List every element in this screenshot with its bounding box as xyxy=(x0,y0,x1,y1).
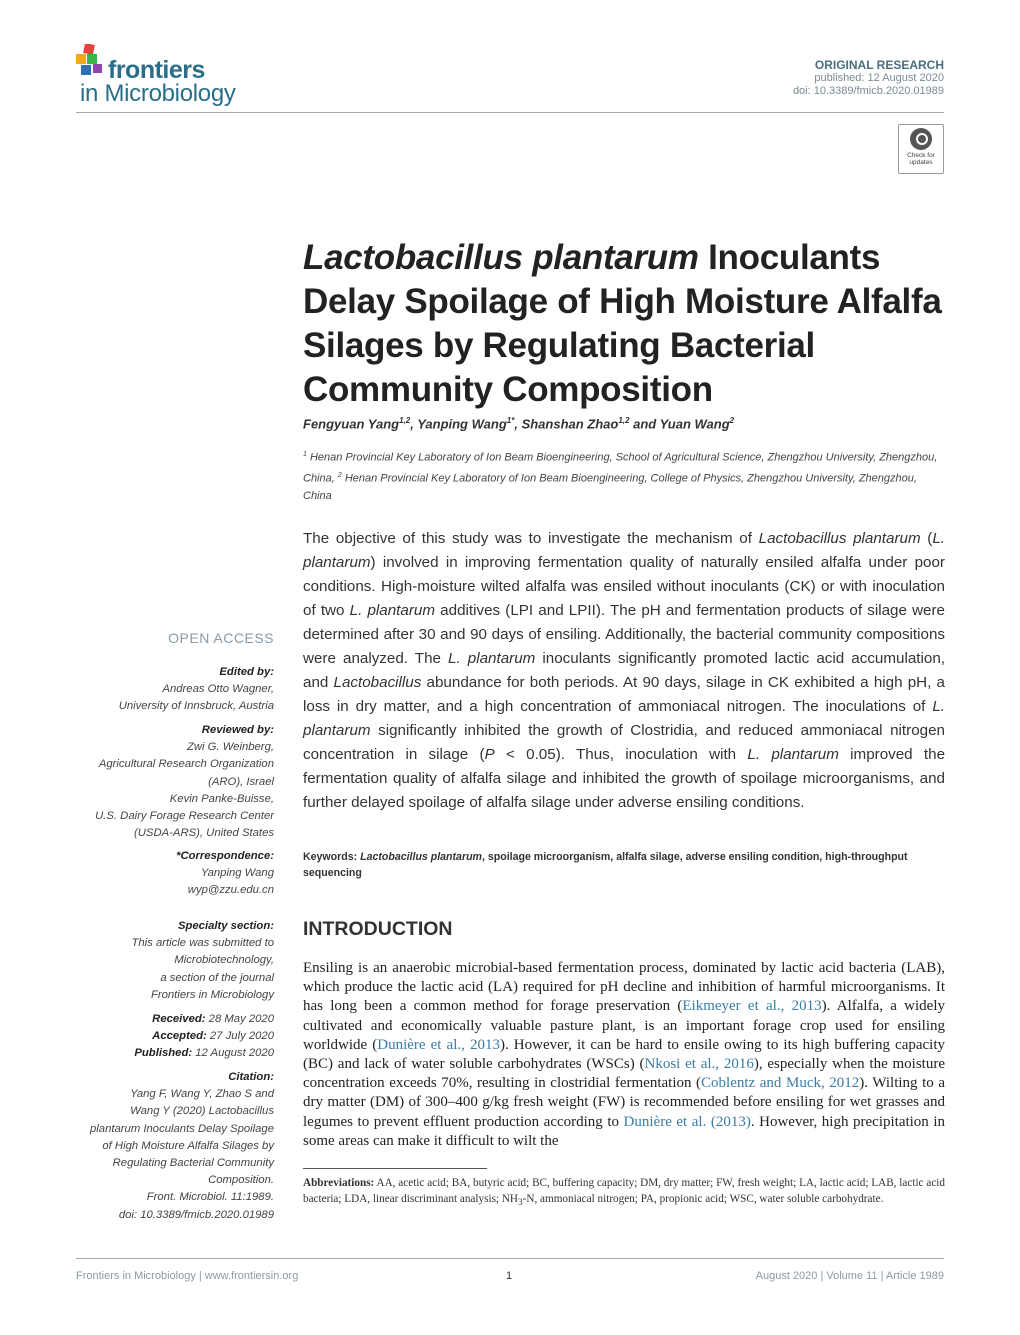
page-number: 1 xyxy=(506,1270,513,1282)
correspondence-label: *Correspondence: xyxy=(176,850,274,862)
specialty-label: Specialty section: xyxy=(177,920,274,932)
check-for-updates-badge[interactable] xyxy=(898,124,944,174)
reviewer-name[interactable]: Zwi G. Weinberg, xyxy=(186,741,274,754)
body-text: . However, high precipitation in some areas can make it difficult to wilt the xyxy=(303,1113,946,1149)
edited-by-block xyxy=(64,664,274,716)
reviewed-by-label: Reviewed by: xyxy=(201,724,274,736)
check-for-updates-icon xyxy=(910,128,932,150)
abstract-italic: Lactobacillus plantarum xyxy=(758,530,921,547)
article-doi[interactable]: doi: 10.3389/fmicb.2020.01989 xyxy=(792,85,944,97)
abstract-italic: P xyxy=(484,746,495,763)
badge-line2: updates xyxy=(909,159,933,166)
author-name[interactable]: Shanshan Zhao xyxy=(521,416,619,432)
accepted-date: 27 July 2020 xyxy=(206,1030,274,1043)
abstract-italic: Lactobacillus xyxy=(333,674,422,691)
citation-block xyxy=(64,1069,274,1224)
specialty-line: Frontiers in Microbiology xyxy=(150,988,274,1001)
author-affil: 1,2 xyxy=(399,416,411,425)
citation-doi[interactable]: doi: 10.3389/fmicb.2020.01989 xyxy=(118,1208,274,1221)
abbreviations-footnote xyxy=(303,1176,945,1211)
abstract-italic: L. plantarum xyxy=(747,746,839,763)
published-date-side: 12 August 2020 xyxy=(192,1047,274,1060)
footer-journal[interactable]: Frontiers in Microbiology | www.frontiersin.org xyxy=(76,1270,299,1282)
introduction-text xyxy=(303,959,945,1151)
author-sep: , xyxy=(410,416,418,432)
correspondence-email[interactable]: wyp@zzu.edu.cn xyxy=(187,884,274,897)
article-title xyxy=(303,236,943,412)
journal-brand: frontiers xyxy=(108,56,205,84)
frontiers-logo-icon xyxy=(76,44,106,80)
abstract-text: < 0.05). Thus, inoculation with xyxy=(494,746,748,763)
citation-link[interactable]: Coblentz and Muck, 2012 xyxy=(701,1075,860,1092)
body-text: ). Wilting to a dry matter (DM) of 300–400 g/kg fresh weight (FW) is recommended before ensiling for wet grasses and legumes to prevent effluent production according to xyxy=(303,1075,946,1130)
citation-line: Wang Y (2020) Lactobacillus xyxy=(130,1105,274,1118)
abstract-italic: L. plantarum xyxy=(303,698,945,739)
abstract-text: abundance for both periods. At 90 days, silage in CK exhibited a high pH, a loss in dry matter, and a high concentration of ammoniacal nitrogen. The inoculations of xyxy=(303,674,945,715)
author-name[interactable]: Yanping Wang xyxy=(417,416,507,432)
citation-link[interactable]: Eikmeyer et al., 2013 xyxy=(682,998,822,1015)
citation-line: Yang F, Wang Y, Zhao S and xyxy=(130,1088,274,1101)
author-name[interactable]: Yuan Wang xyxy=(659,416,730,432)
abstract-text: ) involved in improving fermentation quality of naturally ensiled alfalfa under poor conditions. High-moisture wilted alfalfa was ensiled without inoculants (CK) or with inoculation of two xyxy=(303,554,945,619)
reviewed-by-block xyxy=(64,722,274,842)
reviewer-affiliation: Agricultural Research Organization xyxy=(98,758,274,771)
abstract-italic: L. plantarum xyxy=(448,650,536,667)
author-affil: 1,2 xyxy=(618,416,630,425)
citation-line: Composition. xyxy=(208,1174,274,1187)
title-species: Lactobacillus plantarum xyxy=(303,238,699,277)
section-heading-introduction: INTRODUCTION xyxy=(303,918,453,940)
correspondence-block xyxy=(64,848,274,900)
badge-line1: Check for xyxy=(907,152,935,159)
article-header-info xyxy=(793,59,944,98)
author-list xyxy=(303,416,734,431)
author-affil: 2 xyxy=(729,416,735,425)
specialty-line: This article was submitted to xyxy=(131,937,274,950)
body-text: ). However, it can be hard to ensile owing to its high buffering capacity (BC) and lack of water soluble carbohydrates (WSCs) ( xyxy=(303,1036,946,1073)
abstract xyxy=(303,527,945,815)
keywords-list[interactable]: , spoilage microorganism, alfalfa silage, adverse ensiling condition, high-throughput sequencing xyxy=(303,851,908,879)
open-access-label: OPEN ACCESS xyxy=(168,630,274,646)
editor-affiliation: University of Innsbruck, Austria xyxy=(118,700,274,713)
affiliations xyxy=(303,446,943,505)
body-text: ), especially when the moisture concentration exceeds 70%, resulting in clostridial fermentation ( xyxy=(303,1056,945,1092)
citation-line: plantarum Inoculants Delay Spoilage xyxy=(90,1122,274,1135)
body-text: Ensiling is an anaerobic microbial-based fermentation process, dominated by lactic acid bacteria (LAB), which produce the lactic acid (LA) required for pH decline and inhibition of harmful microorganisms. It has long been a common method for forage preservation ( xyxy=(303,960,945,1015)
footnote-text: AA, acetic acid; BA, butyric acid; BC, buffering capacity; DM, dry matter; FW, fresh weight; LA, lactic acid; LAB, lactic acid bacteria; LDA, linear discriminant analysis; NH xyxy=(303,1177,945,1205)
footer-volume: August 2020 | Volume 11 | Article 1989 xyxy=(755,1270,944,1282)
received-label: Received: xyxy=(152,1013,206,1025)
footnote-subscript: 3 xyxy=(517,1197,523,1208)
abstract-text: ( xyxy=(920,530,933,547)
citation-line: of High Moisture Alfalfa Silages by xyxy=(102,1139,274,1152)
affil-num: 1 xyxy=(303,451,307,458)
dates-block xyxy=(64,1011,274,1063)
edited-by-label: Edited by: xyxy=(219,666,274,678)
abstract-italic: L. plantarum xyxy=(303,530,946,571)
affil-text: Henan Provincial Key Laboratory of Ion Beam Bioengineering, College of Physics, Zhengzhou University, Zhengzhou, China xyxy=(303,472,917,503)
footnote-label: Abbreviations: xyxy=(303,1177,375,1189)
author-sep: and xyxy=(629,416,660,432)
published-label: Published: xyxy=(134,1047,193,1060)
footer-divider xyxy=(76,1258,944,1259)
keywords xyxy=(303,849,945,881)
accepted-label: Accepted: xyxy=(152,1030,207,1043)
citation-link[interactable]: Dunière et al. (2013) xyxy=(623,1113,751,1130)
reviewer-affiliation: (USDA-ARS), United States xyxy=(134,827,274,840)
correspondence-name: Yanping Wang xyxy=(200,867,274,880)
title-rest: Inoculants Delay Spoilage of High Moisture Alfalfa Silages by Regulating Bacterial Community Composition xyxy=(303,238,942,409)
abstract-text: significantly inhibited the growth of Clostridia, and reduced ammoniacal nitrogen concentration in silage ( xyxy=(303,722,945,763)
abstract-text: inoculants significantly promoted lactic acid accumulation, and xyxy=(303,650,945,691)
citation-line: Regulating Bacterial Community xyxy=(112,1157,274,1170)
author-sep: , xyxy=(514,416,522,432)
abstract-text: The objective of this study was to investigate the mechanism of xyxy=(303,530,759,547)
footnote-divider xyxy=(303,1168,487,1169)
journal-subtitle: in Microbiology xyxy=(80,80,236,107)
citation-link[interactable]: Dunière et al., 2013 xyxy=(377,1036,500,1053)
article-type: ORIGINAL RESEARCH xyxy=(814,58,944,72)
footnote-text: -N, ammoniacal nitrogen; PA, propionic acid; WSC, water soluble carbohydrate. xyxy=(522,1192,884,1205)
keyword-italic[interactable]: Lactobacillus plantarum xyxy=(360,851,482,863)
reviewer-affiliation: (ARO), Israel xyxy=(208,775,274,788)
body-text: ). Alfalfa, a widely cultivated and economically valuable pasture plant, is an important forage crop used for ensiling worldwide ( xyxy=(303,998,945,1053)
abstract-italic: L. plantarum xyxy=(349,602,436,619)
keywords-label: Keywords: xyxy=(303,851,361,863)
author-name[interactable]: Fengyuan Yang xyxy=(303,416,400,432)
published-date: published: 12 August 2020 xyxy=(814,72,944,84)
reviewer-name[interactable]: Kevin Panke-Buisse, xyxy=(169,792,274,805)
specialty-block xyxy=(64,918,274,1004)
header-divider xyxy=(76,112,944,113)
reviewer-affiliation: U.S. Dairy Forage Research Center xyxy=(95,810,274,823)
citation-line: Front. Microbiol. 11:1989. xyxy=(146,1191,274,1204)
affil-text: Henan Provincial Key Laboratory of Ion Beam Bioengineering, School of Agricultural Science, Zhengzhou University, Zhengzhou, China, xyxy=(303,451,938,485)
received-date: 28 May 2020 xyxy=(205,1013,274,1025)
author-affil: 1* xyxy=(506,416,515,425)
abstract-text: improved the fermentation quality of alfalfa silage and inhibited the growth of spoilage microorganisms, and further delayed spoilage of alfalfa silage under adverse ensiling conditions. xyxy=(303,746,946,811)
citation-link[interactable]: Nkosi et al., 2016 xyxy=(644,1056,754,1073)
citation-label: Citation: xyxy=(228,1071,274,1083)
abstract-text: additives (LPI and LPII). The pH and fermentation products of silage were determined after 30 and 90 days of ensiling. Additionally, the bacterial community compositions were analyzed. The xyxy=(303,602,946,667)
specialty-line: a section of the journal xyxy=(160,971,274,984)
editor-name[interactable]: Andreas Otto Wagner, xyxy=(162,683,274,696)
specialty-line: Microbiotechnology, xyxy=(174,954,274,967)
affil-num: 2 xyxy=(337,471,342,479)
